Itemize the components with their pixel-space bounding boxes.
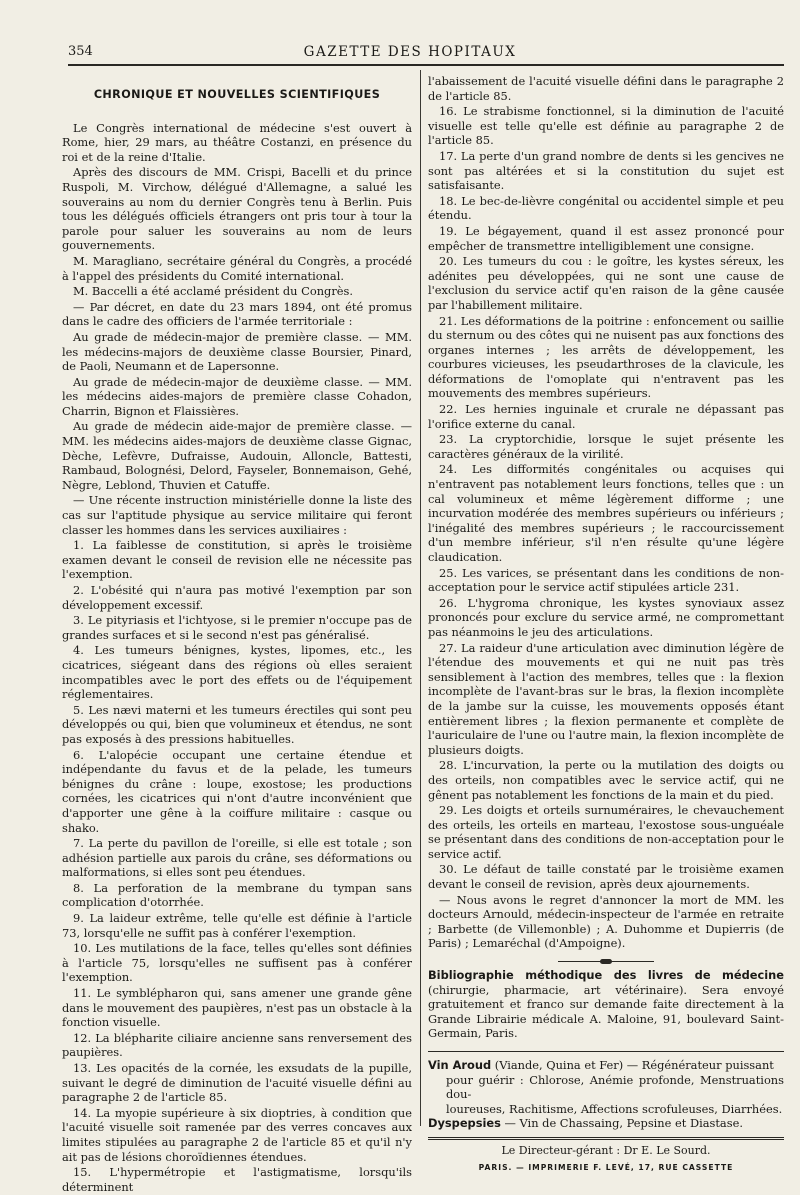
- ad-vin-aroud-name: Vin Aroud: [428, 1058, 492, 1072]
- paragraph: Au grade de médecin aide-major de première classe. — MM. les médecins aides-majors de deuxième classe Gignac, Dèche, Lefèvre, Dufraisse, Audouin, Alloncle, Battesti, Rambaud, Bolognési, Delord, Fayseler, Bonnemaison, Gehé, Nègre, Leblond, Thuvien et Catuffe.: [62, 419, 412, 492]
- list-item: 23. La cryptorchidie, lorsque le sujet présente les caractères généraux de la virilité.: [428, 432, 784, 461]
- list-item: 20. Les tumeurs du cou : le goître, les kystes séreux, les adénites peu développées, qui ne sont une cause de l'exclusion du service actif qu'en raison de la gêne causée par l'habillement militaire.: [428, 254, 784, 312]
- right-column: [428, 74, 784, 1175]
- section-heading: CHRONIQUE ET NOUVELLES SCIENTIFIQUES: [93, 88, 381, 101]
- list-item: 26. L'hygroma chronique, les kystes synoviaux assez prononcés pour exclure du service armé, ne compromettant pas néanmoins le jeu des articulations.: [428, 595, 784, 639]
- list-item: 22. Les hernies inguinale et crurale ne dépassant pas l'orifice externe du canal.: [428, 402, 784, 431]
- paragraph: l'abaissement de l'acuité visuelle défini dans le paragraphe 2 de l'article 85.: [428, 74, 784, 103]
- list-item: 5. Les nævi materni et les tumeurs érectiles qui sont peu développés ou qui, bien que volumineux et étendus, ne sont pas exposés à des pressions habituelles.: [62, 702, 412, 746]
- paragraph: M. Baccelli a été acclamé président du Congrès.: [73, 284, 353, 299]
- ad-vin-aroud-spec: (Viande, Quina et Fer) — Régénérateur puissant: [491, 1058, 774, 1072]
- list-item: 16. Le strabisme fonctionnel, si la diminution de l'acuité visuelle est telle qu'elle est définie au paragraphe 2 de l'article 85.: [428, 104, 784, 148]
- list-item: 7. La perte du pavillon de l'oreille, si elle est totale ; son adhésion partielle aux parois du crâne, ses déformations ou malformations, si elles sont peu étendues.: [62, 836, 412, 880]
- obituary-paragraph: — Nous avons le regret d'annoncer la mort de MM. les docteurs Arnould, médecin-inspecteur de l'armée en retraite ; Barbette (de Villemonble) ; A. Duhomme et Dupierris (de Paris) ; Lemaréchal (d'Ampoigne).: [428, 892, 784, 951]
- director-line: Le Directeur-gérant : Dr E. Le Sourd.: [501, 1143, 711, 1157]
- list-item: 28. L'incurvation, la perte ou la mutilation des doigts ou des orteils, non compatibles avec le service actif, qui ne gênent pas notablement les fonctions de la main et du pied.: [428, 758, 784, 802]
- column-divider: [420, 70, 421, 1126]
- list-item: 24. Les difformités congénitales ou acquises qui n'entravent pas notablement leurs fonctions, telles que : un cal volumineux et même légèrement difforme ; une incurvation modérée des membres supérieurs ou inférieurs ; l'inégalité des membres supérieurs ; le raccourcissement d'un membre inférieur, s'il n'en résulte qu'une légère claudication.: [428, 462, 784, 564]
- list-item: 21. Les déformations de la poitrine : enfoncement ou saillie du sternum ou des côtes qui ne nuisent pas aux fonctions des organes internes ; les arrêts de développement, les courbures vicieuses, les pseudarthroses de la clavicule, les déformations de l'omoplate qui n'entravent pas les mouvements des membres supérieurs.: [428, 313, 784, 401]
- list-item: 13. Les opacités de la cornée, les exsudats de la pupille, suivant le degré de diminution de l'acuité visuelle défini au paragraphe 2 de l'article 85.: [62, 1061, 412, 1105]
- bibliography-title: Bibliographie méthodique des livres de médecine: [428, 968, 784, 983]
- list-item: 14. La myopie supérieure à six dioptries, à condition que l'acuité visuelle soit ramenée par des verres concaves aux limites stipulées au paragraphe 2 de l'article 85 et qu'il n'y ait pas de lésions choroïdiennes étendues.: [62, 1105, 412, 1164]
- list-item: 9. La laideur extrême, telle qu'elle est définie à l'article 73, lorsqu'elle ne suffit pas à conférer l'exemption.: [62, 911, 412, 940]
- paragraph: M. Maragliano, secrétaire général du Congrès, a procédé à l'appel des présidents du Comité international.: [62, 253, 412, 283]
- list-item: 30. Le défaut de taille constaté par le troisième examen devant le conseil de revision, après deux ajournements.: [428, 862, 784, 892]
- ad-vin-aroud-line: pour guérir : Chlorose, Anémie profonde, Menstruations dou-: [446, 1072, 784, 1102]
- bibliography-text: (chirurgie, pharmacie, art vétérinaire). Sera envoyé gratuitement et franco sur demande faite directement à la Grande Librairie médicale A. Maloine, 91, boulevard Saint-Germain, Paris.: [428, 982, 784, 1041]
- list-item: 15. L'hypermétropie et l'astigmatisme, lorsqu'ils déterminent: [62, 1165, 412, 1194]
- running-title: GAZETTE DES HOPITAUX: [303, 44, 517, 60]
- list-item: 18. Le bec-de-lièvre congénital ou accidentel simple et peu étendu.: [428, 193, 784, 223]
- list-item: 3. Le pityriasis et l'ichtyose, si le premier n'occupe pas de grandes surfaces et si le second n'est pas généralisé.: [62, 613, 412, 642]
- ornament-separator: [558, 961, 654, 962]
- list-item: 2. L'obésité qui n'aura pas motivé l'exemption par son développement excessif.: [62, 583, 412, 612]
- left-column: [62, 74, 412, 1195]
- list-item: 11. Le symblépharon qui, sans amener une grande gêne dans le mouvement des paupières, n'est pas un obstacle à la fonction visuelle.: [62, 986, 412, 1030]
- bibliography-notice: [428, 968, 784, 1041]
- header-rule: [68, 64, 784, 66]
- ad-dyspepsies-name: Dyspepsies: [428, 1116, 501, 1131]
- footer-rule: [428, 1137, 784, 1140]
- list-item: 12. La blépharite ciliaire ancienne sans renversement des paupières.: [62, 1030, 412, 1060]
- list-item: 6. L'alopécie occupant une certaine étendue et indépendante du favus et de la pelade, les tumeurs bénignes du crâne : loupe, exostose; les productions cornées, les cicatrices qui n'ont d'autre inconvénient que d'apporter une gêne à la coiffure militaire : casque ou shako.: [62, 747, 412, 835]
- list-item: 4. Les tumeurs bénignes, kystes, lipomes, etc., les cicatrices, siégeant dans des régions où elles seraient incompatibles avec le port des effets ou de l'équipement réglementaires.: [62, 643, 412, 702]
- list-item: 27. La raideur d'une articulation avec diminution légère de l'étendue des mouvements et qui ne nuit pas très sensiblement à l'action des membres, telles que : la flexion incomplète de l'avant-bras sur le bras, la flexion incomplète de la jambe sur la cuisse, les mouvements opposés étant entièrement libres ; la flexion permanente et complète de l'auriculaire de l'une ou l'autre main, la flexion incomplète de plusieurs doigts.: [428, 640, 784, 757]
- list-item: 29. Les doigts et orteils surnuméraires, le chevauchement des orteils, les orteils en marteau, l'exostose sous-unguéale se présentant dans des conditions de non-acceptation pour le service actif.: [428, 803, 784, 861]
- ad-dyspepsies-text: — Vin de Chassaing, Pepsine et Diastase.: [500, 1116, 743, 1131]
- advertisement-vin-aroud: [428, 1058, 784, 1131]
- page-number: 354: [68, 44, 93, 59]
- paragraph: — Par décret, en date du 23 mars 1894, ont été promus dans le cadre des officiers de l'armée territoriale :: [62, 299, 412, 329]
- list-item: 8. La perforation de la membrane du tympan sans complication d'otorrhée.: [62, 880, 412, 910]
- paragraph: Après des discours de MM. Crispi, Bacelli et du prince Ruspoli, M. Virchow, délégué d'Allemagne, a salué les souverains au nom du dernier Congrès tenu à Berlin. Puis tous les délégués officiels étrangers ont pris tour à tour la parole pour saluer les souverains au nom de leurs gouvernements.: [62, 165, 412, 253]
- paragraph: Au grade de médecin-major de première classe. — MM. les médecins-majors de deuxième classe Boursier, Pinard, de Paoli, Neumann et de Lapersonne.: [62, 329, 412, 374]
- paragraph: — Une récente instruction ministérielle donne la liste des cas sur l'aptitude physique au service militaire qui feront classer les hommes dans les services auxiliaires :: [62, 493, 412, 537]
- list-item: 17. La perte d'un grand nombre de dents si les gencives ne sont pas altérées et si la constitution du sujet est satisfaisante.: [428, 148, 784, 193]
- list-item: 10. Les mutilations de la face, telles qu'elles sont définies à l'article 75, lorsqu'elles ne suffisent pas à conférer l'exemption.: [62, 941, 412, 985]
- paragraph: Le Congrès international de médecine s'est ouvert à Rome, hier, 29 mars, au théâtre Costanzi, en présence du roi et de la reine d'Italie.: [62, 120, 412, 164]
- paragraph: Au grade de médecin-major de deuxième classe. — MM. les médecins aides-majors de première classe Cohadon, Charrin, Bignon et Flaissières.: [62, 374, 412, 418]
- printer-line: PARIS. — IMPRIMERIE F. LEVÉ, 17, RUE CASSETTE: [478, 1162, 734, 1172]
- ad-vin-aroud-line: loureuses, Rachitisme, Affections scrofuleuses, Diarrhées.: [446, 1101, 783, 1116]
- ad-rule: [428, 1051, 784, 1052]
- list-item: 1. La faiblesse de constitution, si après le troisième examen devant le conseil de revision elle ne nécessite pas l'exemption.: [62, 538, 412, 582]
- list-item: 19. Le bégayement, quand il est assez prononcé pour empêcher de transmettre intelligiblement une consigne.: [428, 223, 784, 253]
- list-item: 25. Les varices, se présentant dans les conditions de non-acceptation pour le service actif stipulées article 231.: [428, 565, 784, 595]
